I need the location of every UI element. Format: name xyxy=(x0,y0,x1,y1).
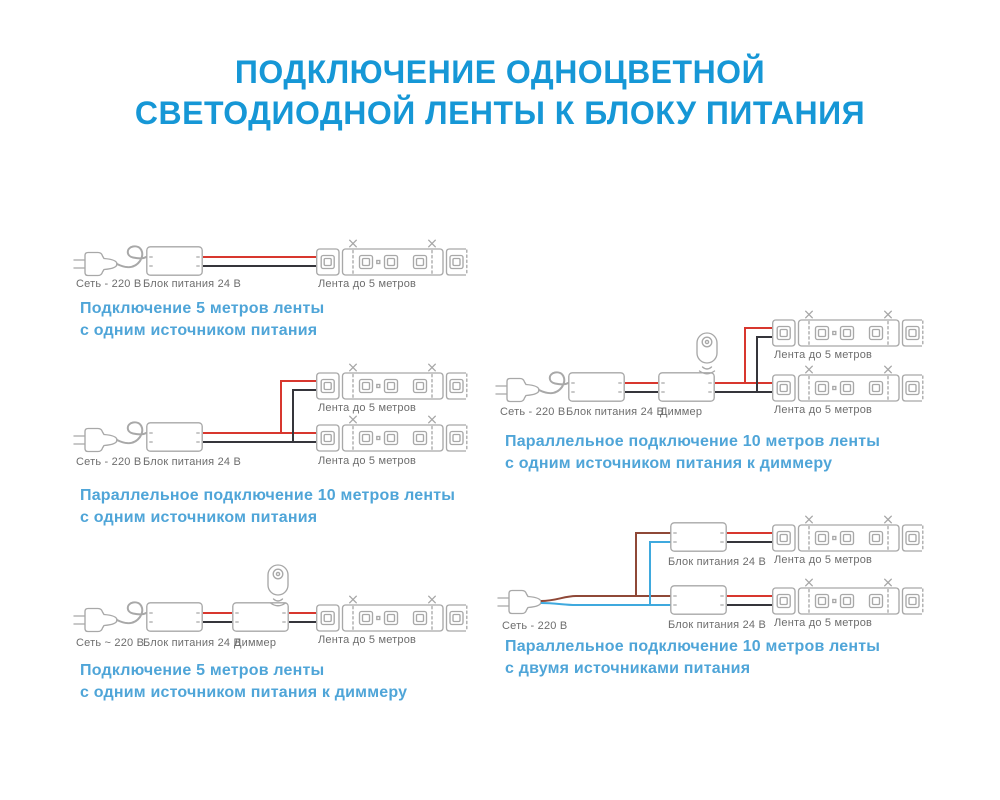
remote-control-icon xyxy=(697,333,717,374)
caption-line2: с одним источником питания к диммеру xyxy=(80,684,408,701)
caption-line2: с двумя источниками питания xyxy=(505,660,751,677)
psu-label: Блок питания 24 В xyxy=(143,278,242,290)
psu-box xyxy=(147,423,202,451)
dimmer-label: Диммер xyxy=(660,406,703,418)
strip-label: Лента до 5 метров xyxy=(774,617,873,629)
strip-label: Лента до 5 метров xyxy=(318,455,417,467)
power-cable xyxy=(117,602,146,623)
led-strip xyxy=(317,240,467,275)
psu-label: Блок питания 24 В xyxy=(668,556,767,568)
caption-line1: Параллельное подключение 10 метров ленты xyxy=(505,638,881,655)
strip-label: Лента до 5 метров xyxy=(318,634,417,646)
psu-label: Блок питания 24 В xyxy=(668,619,767,631)
page-title-line2: СВЕТОДИОДНОЙ ЛЕНТЫ К БЛОКУ ПИТАНИЯ xyxy=(134,95,866,131)
psu-box xyxy=(147,247,202,275)
dimmer-box xyxy=(659,373,714,401)
mains-plug-icon xyxy=(74,253,117,276)
strip-label: Лента до 5 метров xyxy=(774,349,873,361)
led-strip xyxy=(773,579,923,614)
mains-label: Сеть - 220 В xyxy=(76,278,142,290)
diagram-3-graphic xyxy=(74,565,467,632)
led-strip xyxy=(773,516,923,551)
strip-label: Лента до 5 метров xyxy=(774,554,873,566)
psu-box xyxy=(569,373,624,401)
mains-label: Сеть - 220 В xyxy=(502,620,568,632)
led-strip xyxy=(317,596,467,631)
diagram-caption xyxy=(505,636,880,680)
strip-label: Лента до 5 метров xyxy=(318,402,417,414)
page-title xyxy=(0,52,1000,134)
led-strip xyxy=(317,364,467,399)
psu-label: Блок питания 24 В xyxy=(566,406,665,418)
power-cable xyxy=(117,422,146,443)
caption-line2: с одним источником питания xyxy=(80,322,318,339)
remote-control-icon xyxy=(268,565,288,606)
strip-label: Лента до 5 метров xyxy=(318,278,417,290)
psu-box xyxy=(671,586,726,614)
caption-line1: Параллельное подключение 10 метров ленты xyxy=(80,487,456,504)
led-strip xyxy=(317,416,467,451)
diagram-caption xyxy=(80,298,324,342)
caption-line2: с одним источником питания к диммеру xyxy=(505,455,833,472)
power-cable xyxy=(539,372,568,393)
dimmer-box xyxy=(233,603,288,631)
caption-line2: с одним источником питания xyxy=(80,509,318,526)
psu-box xyxy=(147,603,202,631)
dimmer-label: Диммер xyxy=(234,637,277,649)
wire-black xyxy=(203,390,316,442)
diagram-caption xyxy=(505,431,880,475)
psu-box xyxy=(671,523,726,551)
caption-line1: Подключение 5 метров ленты xyxy=(80,662,325,679)
diagram-caption xyxy=(80,485,455,529)
power-cable xyxy=(117,246,146,267)
led-strip xyxy=(773,366,923,401)
mains-label: Сеть - 220 В xyxy=(500,406,566,418)
psu-label: Блок питания 24 В xyxy=(143,637,242,649)
wire-brown xyxy=(541,533,671,601)
mains-label: Сеть - 220 В xyxy=(76,456,142,468)
led-strip xyxy=(773,311,923,346)
caption-line1: Параллельное подключение 10 метров ленты xyxy=(505,433,881,450)
mains-plug-icon xyxy=(496,379,539,402)
page-title-line1: ПОДКЛЮЧЕНИЕ ОДНОЦВЕТНОЙ xyxy=(234,54,766,90)
diagram-1-graphic xyxy=(74,240,467,275)
diagram-caption xyxy=(80,660,407,704)
strip-label: Лента до 5 метров xyxy=(774,404,873,416)
wire-red xyxy=(203,381,316,433)
psu-label: Блок питания 24 В xyxy=(143,456,242,468)
mains-label: Сеть ~ 220 В xyxy=(76,637,145,649)
mains-plug-icon xyxy=(74,429,117,452)
caption-line1: Подключение 5 метров ленты xyxy=(80,300,325,317)
mains-plug-icon xyxy=(74,609,117,632)
mains-plug-icon xyxy=(498,591,541,614)
